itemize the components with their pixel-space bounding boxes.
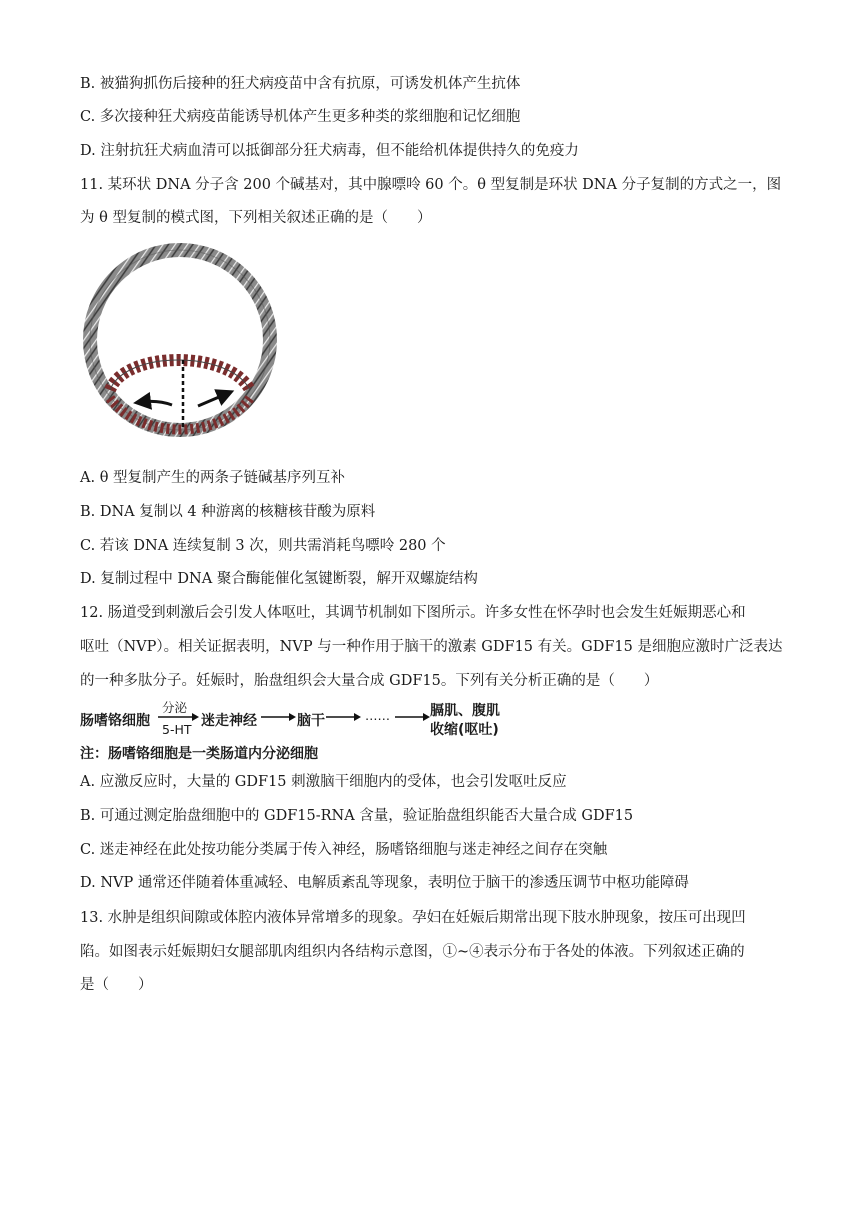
flow-note: 注：肠嗜铬细胞是一类肠道内分泌细胞 (80, 746, 318, 762)
q11-option-a: A. θ 型复制产生的两条子链碱基序列互补 (80, 470, 346, 486)
replication-bubble-upper (110, 360, 250, 390)
q10-option-d: D. 注射抗狂犬病血清可以抵御部分狂犬病毒，但不能给机体提供持久的免疫力 (80, 143, 579, 159)
q12-stem-line-2: 呕吐（NVP）。相关证据表明，NVP 与一种作用于脑干的激素 GDF15 有关。GDF15 是细胞应激时广泛表达 (80, 639, 783, 655)
left-fork-arrow (142, 401, 172, 405)
q12-option-d: D. NVP 通常还伴随着体重减轻、电解质紊乱等现象，表明位于脑干的渗透压调节中枢功能障碍 (80, 875, 689, 891)
flow-cell-label: 肠嗜铬细胞 (80, 713, 150, 729)
q11-option-d: D. 复制过程中 DNA 聚合酶能催化氢键断裂，解开双螺旋结构 (80, 571, 478, 587)
q13-stem-line-3: 是（ ） (80, 977, 153, 993)
q13-stem-line-1: 13. 水肿是组织间隙或体腔内液体异常增多的现象。孕妇在妊娠后期常出现下肢水肿现象，按压可出现凹 (80, 910, 746, 926)
flow-substance-label: 5-HT (162, 722, 192, 737)
q12-stem-line-3: 的一种多肽分子。妊娠时，胎盘组织会大量合成 GDF15。下列有关分析正确的是（ ） (80, 673, 659, 689)
q11-option-c: C. 若该 DNA 连续复制 3 次，则共需消耗鸟嘌呤 280 个 (80, 538, 446, 554)
flow-nerve-label: 迷走神经 (201, 713, 257, 729)
q12-option-c: C. 迷走神经在此处按功能分类属于传入神经，肠嗜铬细胞与迷走神经之间存在突触 (80, 842, 608, 858)
flow-ellipsis: …… (365, 708, 390, 723)
flow-arrow-3 (326, 710, 362, 724)
q10-option-c: C. 多次接种狂犬病疫苗能诱导机体产生更多种类的浆细胞和记忆细胞 (80, 109, 521, 125)
q10-option-b: B. 被猫狗抓伤后接种的狂犬病疫苗中含有抗原，可诱发机体产生抗体 (80, 76, 521, 92)
theta-replication-diagram (80, 240, 280, 440)
q11-option-b: B. DNA 复制以 4 种游离的核糖核苷酸为原料 (80, 504, 376, 520)
q12-option-a: A. 应激反应时，大量的 GDF15 刺激脑干细胞内的受体，也会引发呕吐反应 (80, 774, 567, 790)
flow-contraction-label: 收缩(呕吐) (430, 722, 499, 738)
right-fork-arrow (198, 394, 226, 406)
flow-muscle-label: 膈肌、腹肌 (430, 703, 500, 719)
q12-option-b: B. 可通过测定胎盘细胞中的 GDF15-RNA 含量，验证胎盘组织能否大量合成 GDF15 (80, 808, 634, 824)
flow-arrow-1 (158, 710, 200, 724)
replication-bubble-lower (110, 398, 250, 430)
q11-stem-line-1: 11. 某环状 DNA 分子含 200 个碱基对，其中腺嘌呤 60 个。θ 型复制是环状 DNA 分子复制的方式之一，图 (80, 177, 782, 193)
flow-arrow-4 (395, 710, 431, 724)
q11-stem-line-2: 为 θ 型复制的模式图，下列相关叙述正确的是（ ） (80, 210, 432, 226)
flow-secrete-label: 分泌 (162, 700, 188, 715)
flow-arrow-2 (261, 710, 297, 724)
q12-stem-line-1: 12. 肠道受到刺激后会引发人体呕吐，其调节机制如下图所示。许多女性在怀孕时也会发生妊娠期恶心和 (80, 605, 746, 621)
q13-stem-line-2: 陷。如图表示妊娠期妇女腿部肌肉组织内各结构示意图，①~④表示分布于各处的体液。下列叙述正确的 (80, 944, 745, 960)
flow-brainstem-label: 脑干 (297, 713, 325, 729)
